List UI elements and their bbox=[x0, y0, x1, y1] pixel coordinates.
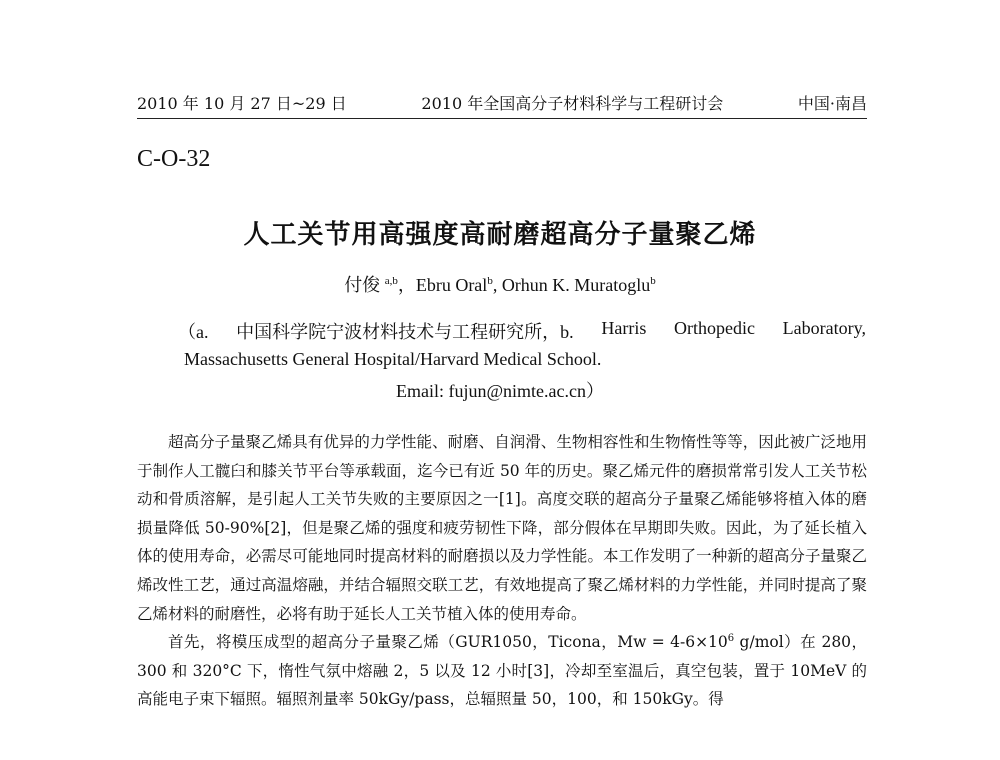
paper-title: 人工关节用高强度高耐磨超高分子量聚乙烯 bbox=[243, 220, 757, 250]
paragraph-2-text-b: g/mol）在 280，300 和 320°C 下，惰性气氛中熔融 2，5 以及 12 小时[3]，冷却至室温后，真空包装，置于 10MeV 的高能电子束下辐照。辐照剂量率 50kGy/pass，总辐照量 50，100，和 150kGy。得 bbox=[137, 633, 868, 709]
header-date: 2010 年 10 月 27 日~29 日 bbox=[137, 94, 347, 113]
author-1: 付俊 bbox=[344, 275, 381, 295]
author-3-affiliation-mark: b bbox=[650, 275, 656, 287]
affiliation-email: Email: fujun@nimte.ac.cn） bbox=[395, 381, 605, 401]
header-location: 中国·南昌 bbox=[797, 94, 867, 113]
affiliation-word: 中国科学院宁波材料技术与工程研究所，b. bbox=[236, 322, 574, 342]
running-header bbox=[137, 91, 867, 119]
affiliation-line-2: Massachusetts General Hospital/Harvard Medical School. bbox=[184, 349, 602, 369]
author-2-affiliation-mark: b bbox=[487, 275, 493, 287]
paper-code: C-O-32 bbox=[137, 146, 211, 172]
author-2: Ebru Oral bbox=[415, 275, 488, 295]
exponent: 6 bbox=[727, 633, 735, 644]
affiliation-word: Laboratory, bbox=[782, 318, 866, 338]
paragraph-2-text-a: 首先，将模压成型的超高分子量聚乙烯（GUR1050，Ticona，Mw = 4-6×10 bbox=[168, 633, 728, 652]
author-separator: ， bbox=[397, 275, 416, 295]
header-conference: 2010 年全国高分子材料科学与工程研讨会 bbox=[421, 94, 724, 113]
author-3: , Orhun K. Muratoglu bbox=[492, 275, 651, 295]
affiliation-line-1 bbox=[178, 318, 866, 344]
affiliation-word: Orthopedic bbox=[674, 318, 755, 338]
affiliation-word: Harris bbox=[601, 318, 647, 338]
body-paragraph-1: 超高分子量聚乙烯具有优异的力学性能、耐磨、自润滑、生物相容性和生物惰性等等，因此被广泛地用于制作人工髋臼和膝关节平台等承载面，迄今已有近 50 年的历史。聚乙烯元件的磨损常常引发人工关节松动和骨质溶解，是引起人工关节失败的主要原因之一[1]。高度交联的超高分子量聚乙烯能够将植入体的磨损量降低 50-90%[2]，但是聚乙烯的强度和疲劳韧性下降，部分假体在早期即失败。因此，为了延长植入体的使用寿命，必需尽可能地同时提高材料的耐磨损以及力学性能。本工作发明了一种新的超高分子量聚乙烯改性工艺，通过高温熔融，并结合辐照交联工艺，有效地提高了聚乙烯材料的力学性能，并同时提高了聚乙烯材料的耐磨性，必将有助于延长人工关节植入体的使用寿命。 bbox=[137, 433, 867, 623]
body-paragraph-2 bbox=[137, 628, 867, 714]
author-line bbox=[0, 271, 1000, 297]
paper-body bbox=[137, 428, 867, 714]
author-1-affiliation-mark: a,b bbox=[384, 275, 398, 287]
affiliation-word: （a. bbox=[178, 322, 209, 342]
